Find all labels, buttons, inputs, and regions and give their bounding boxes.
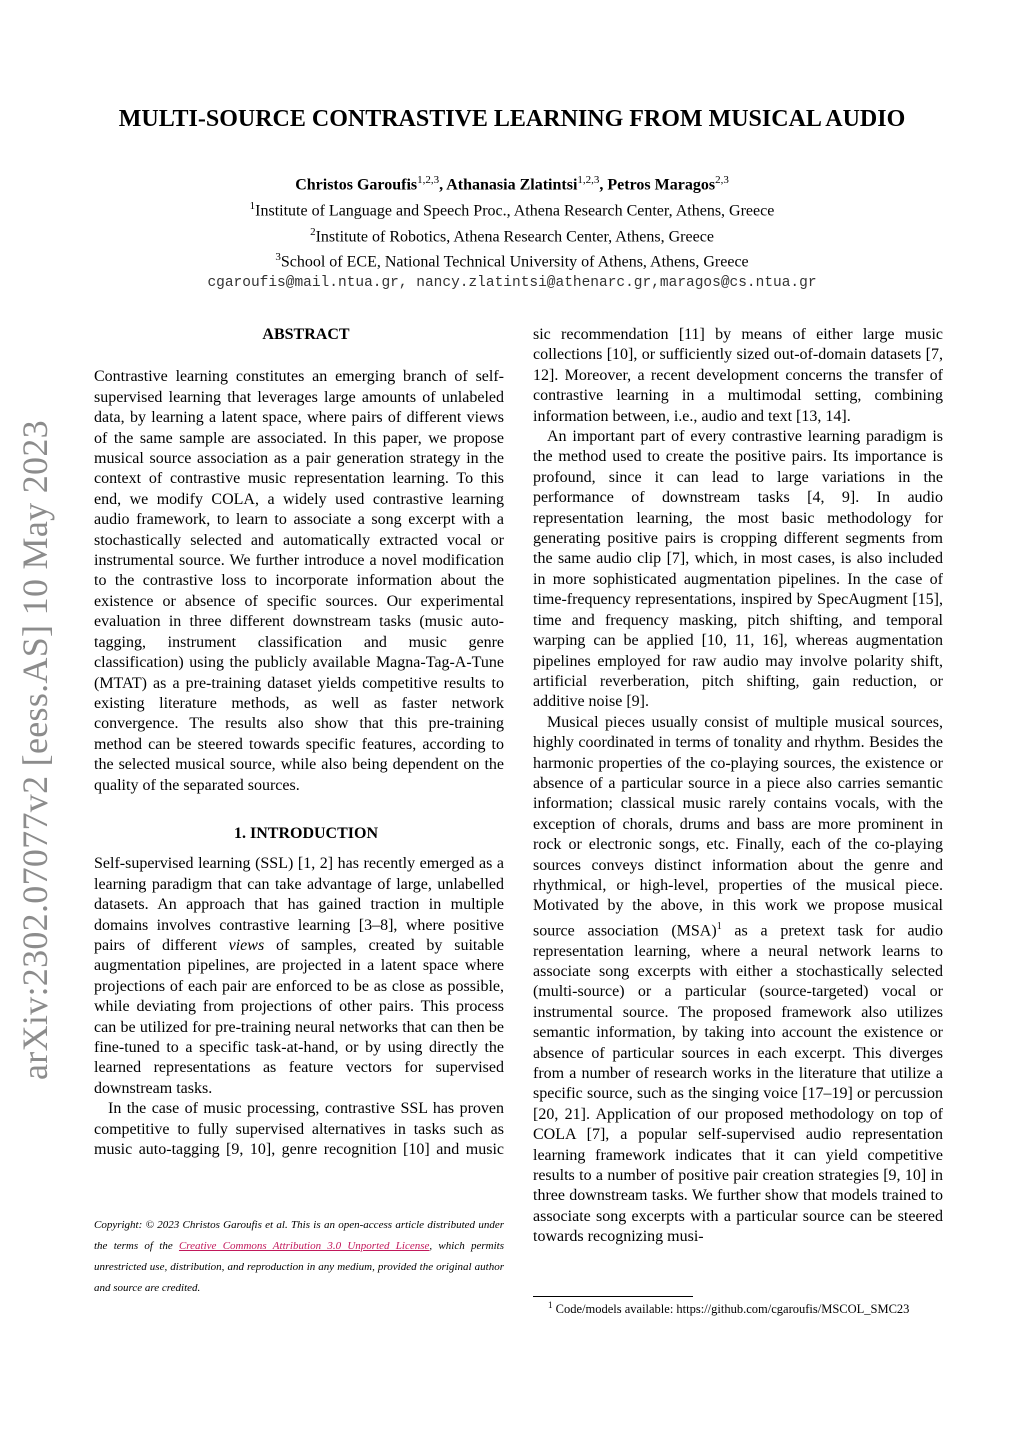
intro-paragraph — [94, 854, 504, 1099]
introduction-heading: 1. INTRODUCTION — [233, 824, 378, 842]
footnote-mark[interactable]: 1 — [716, 920, 722, 932]
author-affiliation-mark: 1,2,3 — [417, 174, 440, 186]
affiliation — [0, 247, 1024, 273]
intro-paragraph — [94, 1099, 504, 1160]
intro-paragraph — [533, 427, 943, 713]
author-block — [0, 170, 1024, 294]
author-affiliation-mark: 2,3 — [715, 174, 729, 186]
abstract-heading: ABSTRACT — [262, 326, 350, 343]
author-affiliation-mark: 1,2,3 — [577, 174, 600, 186]
arxiv-identifier: arXiv:2302.07077v2 [eess.AS] 10 May 2023 — [15, 420, 55, 1080]
paragraph-text: as a pretext task for audio representation learning, where a neural network learns to associate song excerpts with either a stochastically selected (multi-source) or a particular (source-targeted) vocal or instrumental source. The proposed framework also utilizes semantic information, by taking into account the existence or absence of particular sources in each excerpt. This diverges from a number of research works in the literature that utilize a specific source, such as the singing voice [17–19] or percussion [20, 21]. Application of our proposed methodology on top of COLA [7], a popular self-supervised audio representation learning framework indicates that it can yield competitive results to a number of positive pair creation strategies [9, 10] in three downstream tasks. We further show that models trained to associate song excerpts with a particular source can be steered towards recognizing musi- — [533, 922, 943, 1246]
paragraph-text: of samples, created by suitable augmentation pipelines, are projected in a latent space where projections of each pair are enforced to be as close as possible, while deviating from projections of other pairs. This process can be utilized for pre-training neural networks that can then be fine-tuned to a specific task-at-hand, or by using directly the learned representations as feature vectors for supervised downstream tasks. — [94, 936, 504, 1097]
copyright-text: , which permits unrestricted use, distribution, and reproduction in any medium, provided the original author and source are credited. — [94, 1240, 504, 1294]
left-column — [94, 325, 504, 1160]
abstract-text: Contrastive learning constitutes an emerging branch of self-supervised learning that leverages large amounts of unlabeled data, by learning a latent space, where pairs of different views of the same sample are associated. In this paper, we propose musical source association as a pair generation strategy in the context of contrastive music representation learning. To this end, we modify COLA, a widely used contrastive learning audio framework, to learn to associate a song excerpt with a stochastically selected and automatically extracted vocal or instrumental source. We further introduce a novel modification to the contrastive loss to incorporate information about the existence or absence of specific sources. Our experimental evaluation in three different downstream tasks (music auto-tagging, instrument classification and music genre classification) using the publicly available Magna-Tag-A-Tune (MTAT) as a pre-training dataset yields competitive results to existing literature methods, as well as faster network convergence. The results also show that this pre-training method can be steered towards specific features, according to the selected musical source, while also being dependent on the quality of the separated sources. — [94, 368, 504, 794]
right-column — [533, 325, 943, 1275]
footnote — [548, 1300, 968, 1317]
author-names — [0, 170, 1024, 196]
affiliation — [0, 196, 1024, 222]
separator: , — [439, 176, 447, 194]
paragraph-text: An important part of every contrastive learning paradigm is the method used to create the positive pairs. Its importance is profound, since it can lead to large variations in the performance of downstream tasks [4, 9]. In audio representation learning, the most basic methodology for generating positive pairs is cropping different segments from the same audio clip [7], which, in most cases, is also included in more sophisticated augmentation pipelines. In the case of time-frequency representations, inspired by SpecAugment [15], time and frequency masking, pitch shifting, and temporal warping can be applied [10, 11, 16], whereas augmentation pipelines employed for raw audio may involve polarity shift, artificial reverberation, pitch shifting, gain reduction, or additive noise [9]. — [533, 428, 943, 711]
paragraph-text: In the case of music processing, contrastive SSL has proven competitive to fully supervised alternatives in tasks such as music auto-tagging [9, 10], genre recognition [10] and music — [94, 1100, 504, 1159]
affiliation-mark: 2 — [310, 225, 316, 238]
paragraph-text: Musical pieces usually consist of multiple musical sources, highly coordinated in terms of tonality and rhythm. Besides the harmonic properties of the co-playing sources, the existence or absence of a particular source in a piece also carries semantic information; classical music rarely contains vocals, with the exception of chorals, drums and bass are more prominent in rock or electronic songs, etc. Finally, each of the co-playing sources conveys distinct information about the genre and rhythmical, or high-level, properties of the musical piece. Motivated by the above, in this work we propose musical source association (MSA) — [533, 713, 943, 940]
license-link[interactable]: Creative Commons Attribution 3.0 Unported License — [178, 1240, 430, 1252]
author-name: Christos Garoufis — [295, 176, 418, 194]
footnote-mark: 1 — [548, 1300, 553, 1310]
intro-paragraph-continued: sic recommendation [11] by means of either large music collections [10], or sufficiently sized out-of-domain datasets [7, 12]. Moreover, a recent development concerns the transfer of contrastive learning in a multimodal setting, combining information between, i.e., audio and text [13, 14]. — [533, 326, 943, 425]
emphasis: views — [228, 936, 265, 954]
intro-paragraph — [533, 713, 943, 1248]
affiliation-text: Institute of Robotics, Athena Research Center, Athens, Greece — [315, 227, 714, 245]
footnote-divider — [533, 1296, 693, 1297]
affiliation — [0, 222, 1024, 248]
author-name: Athanasia Zlatintsi — [446, 176, 578, 194]
footnote-text[interactable]: Code/models available: https://github.com/cgaroufis/MSCOL_SMC23 — [555, 1302, 910, 1317]
copyright-text: Copyright: © 2023 Christos Garoufis et al. This is an open-access article distributed under the terms of the — [94, 1219, 504, 1252]
paper-title: MULTI-SOURCE CONTRASTIVE LEARNING FROM MUSICAL AUDIO — [118, 106, 906, 132]
affiliation-mark: 3 — [275, 251, 281, 264]
affiliation-text: School of ECE, National Technical University of Athens, Athens, Greece — [280, 253, 749, 271]
separator: , — [599, 176, 608, 194]
author-emails[interactable]: cgaroufis@mail.ntua.gr, nancy.zlatintsi@athenarc.gr,maragos@cs.ntua.gr — [207, 275, 817, 292]
affiliation-mark: 1 — [249, 199, 256, 212]
copyright-notice — [94, 1215, 504, 1299]
paragraph-text: Self-supervised learning (SSL) [1, 2] has recently emerged as a learning paradigm that can take advantage of large, unlabelled datasets. An approach that has gained traction in multiple domains involves contrastive learning [3–8], where positive pairs of different — [94, 855, 504, 954]
affiliation-text: Institute of Language and Speech Proc., Athena Research Center, Athens, Greece — [255, 202, 775, 220]
author-name: Petros Maragos — [607, 176, 716, 194]
